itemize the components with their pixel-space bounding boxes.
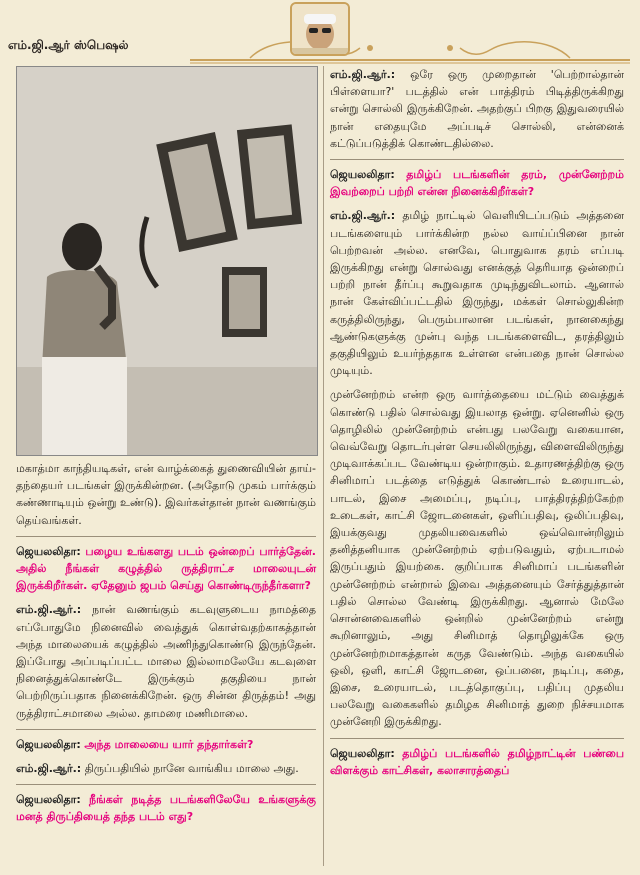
answer-4: [330, 207, 624, 379]
question-3: [16, 791, 316, 825]
intro-paragraph: மகாத்மா காந்தியடிகள், என் வாழ்க்கைத் துணைவியின் தாய்-தந்தையர் படங்கள் இருக்கின்றன. (அதோடு முகம் பார்க்கும் கண்ணாடியும் ஒன்று உண்டு). இவர்கள்தான் நான் வணங்கும் தெய்வங்கள்.: [16, 462, 316, 527]
answer-3: [330, 66, 624, 152]
speaker-label: எம்.ஜி.ஆர்.:: [330, 68, 396, 81]
question-text: தமிழ்ப் படங்களில் தமிழ்நாட்டின் பண்பை விளக்கும் காட்சிகள், கலாசாரத்தைப்: [330, 746, 625, 777]
header-portrait: [290, 2, 350, 56]
speaker-label: எம்.ஜி.ஆர்.:: [16, 603, 82, 617]
header-ornament: [190, 30, 630, 64]
question-text: நீங்கள் நடித்த படங்களிலேயே உங்களுக்கு மனத் திருப்தியைத் தந்த படம் எது?: [16, 793, 316, 824]
speaker-label: ஜெயலலிதா:: [330, 746, 395, 760]
speaker-label: எம்.ஜி.ஆர்.:: [16, 762, 82, 776]
question-1: [16, 543, 316, 595]
speaker-label: எம்.ஜி.ஆர்.:: [330, 209, 396, 223]
section-rule: [16, 729, 316, 730]
answer-text: திருப்பதியில் நானே வாங்கிய மாலை அது.: [84, 762, 299, 776]
section-rule: [330, 738, 624, 739]
answer-text: தமிழ் நாட்டில் வெளியிடப்படும் அத்தனை படங்களையும் பார்க்கின்ற நல்ல வாய்ப்பினை நான் பெற்றவன் அல்ல. எனவே, பொதுவாக தரம் எப்படி இருக்கிறது என்று சொல்வது எனக்குத் தெரியாத ஒன்றைப் பற்றி நான் தீர்ப்பு கூறுவதாக முடிந்துவிடலாம். ஆனால் நான் கேள்விப்பட்டதில் இருந்து, மக்கள் சொல்லுகின்ற கருத்திலிருந்து, பெரும்பாலான படங்கள், நானகைந்து ஆண்டுகளுக்கு முன்பு வந்த படங்களைவிட, தரத்திலும் தகுதியிலும் உயர்ந்ததாக உள்ளன என்பதை நான் சொல்ல முடியும்.: [330, 209, 625, 378]
page-header: [0, 0, 640, 64]
question-2: [16, 736, 316, 753]
column-divider: [323, 66, 324, 866]
section-label: எம்.ஜி.ஆர் ஸ்பெஷல்: [8, 38, 129, 52]
answer-text: நான் வணங்கும் கடவுளுடைய நாமத்தை எப்போதுமே நினைவில் வைத்துக் கொள்வதற்காகத்தான் அந்த மாலையைக் கழுத்தில் அணிந்துகொண்டு இருந்தேன். இப்போது அப்படிப்பட்ட மாலை இல்லாமலேயே கடவுளை நினைத்துக்கொண்டே இருக்கும் தகுதியை நான் பெற்றிருப்பதாக நினைக்கிறேன். ஒரு சின்ன திருத்தம்! அது ருத்திராட்சமாலை அல்ல. தாமரை மணிமாலை.: [16, 603, 317, 720]
answer-2: [16, 760, 316, 777]
question-text: தமிழ்ப் படங்களின் தரம், முன்னேற்றம் இவற்றைப் பற்றி என்ன நினைக்கிறீர்கள்?: [330, 168, 625, 199]
question-5: [330, 745, 624, 779]
question-text: பழைய உங்களது படம் ஒன்றைப் பார்த்தேன். அதில் நீங்கள் கழுத்தில் ருத்திராட்ச மாலையுடன் இருக்கிறீர்கள். ஏதேனும் ஜபம் செய்து கொண்டிருந்தீர்களா?: [16, 544, 316, 593]
speaker-label: ஜெயலலிதா:: [330, 168, 395, 182]
archival-photo: [16, 66, 318, 456]
speaker-label: ஜெயலலிதா:: [16, 737, 81, 751]
answer-4-continued: முன்னேற்றம் என்ற ஒரு வார்த்தையை மட்டும் வைத்துக் கொண்டு பதில் சொல்வது இயலாத ஒன்று. ஏனெனில் ஒரு தொழிலில் முன்னேற்றம் என்பது பலவேறு வகையான, வெவ்வேறு தொடர்புள்ள செயலிலிருந்து, விளைவிலிருந்து முடிவாக்கப்பட வேண்டிய ஒன்றாகும். உதாரணத்திற்கு ஒரு சினிமாப் படத்தை எடுத்துக் கொண்டால் உரையாடல், பாடல், இசை அமைப்பு, நடிப்பு, பாத்திரத்திற்கேற்ற உடைகள், காட்சி ஜோடனைகள், ஒளிப்பதிவு, ஒலிப்பதிவு, இயக்குவது முதலியவைகளில் ஒவ்வொன்றிலும் தனித்தனியாக முன்னேற்றம் ஏற்படுவதும், ஏற்படாமல் இருப்பதும் இயற்கை. குறிப்பாக சினிமாப் படங்களின் முன்னேற்றம் என்றால் இவை அத்தனையும் சேர்த்துத்தான் பதில் சொல்ல வேண்டி இருக்கிறது. ஆனால் மேலே சொன்னவைகளில் ஒன்றில் முன்னேற்றம் என்று கூறினாலும், அது சினிமாத் தொழிலுக்கே ஒரு முன்னேற்றமாகத்தான் கருத வேண்டும். அந்த வகையில் ஒலி, ஒளி, காட்சி ஜோடனை, ஒப்பனை, நடிப்பு, கதை, இசை, உரையாடல், படத்தொகுப்பு, பதிப்பு முதலிய பலவேறு வகைகளில் தமிழக சினிமாத் துறை நிச்சயமாக முன்னேறி இருக்கிறது.: [330, 388, 624, 729]
question-4: [330, 166, 624, 200]
speaker-label: ஜெயலலிதா:: [16, 544, 81, 558]
right-column: [330, 66, 624, 786]
left-column: [16, 460, 316, 833]
section-rule: [330, 159, 624, 160]
answer-1: [16, 601, 316, 721]
speaker-label: ஜெயலலிதா:: [16, 793, 81, 807]
section-rule: [16, 784, 316, 785]
question-text: அந்த மாலையை யார் தந்தார்கள்?: [84, 737, 254, 751]
answer-text: ஒரே ஒரு முறைதான் 'பெற்றால்தான் பிள்ளையா?' படத்தில் என் பாத்திரம் பிடித்திருக்கிறது என்று சொல்லி இருக்கிறேன். அதற்குப் பிறகு இதுவரையில் நான் எதையுமே அப்படிச் சொல்லி, என்னைக் கட்டுப்படுத்திக் கொண்டதில்லை.: [330, 68, 624, 150]
section-rule: [16, 536, 316, 537]
